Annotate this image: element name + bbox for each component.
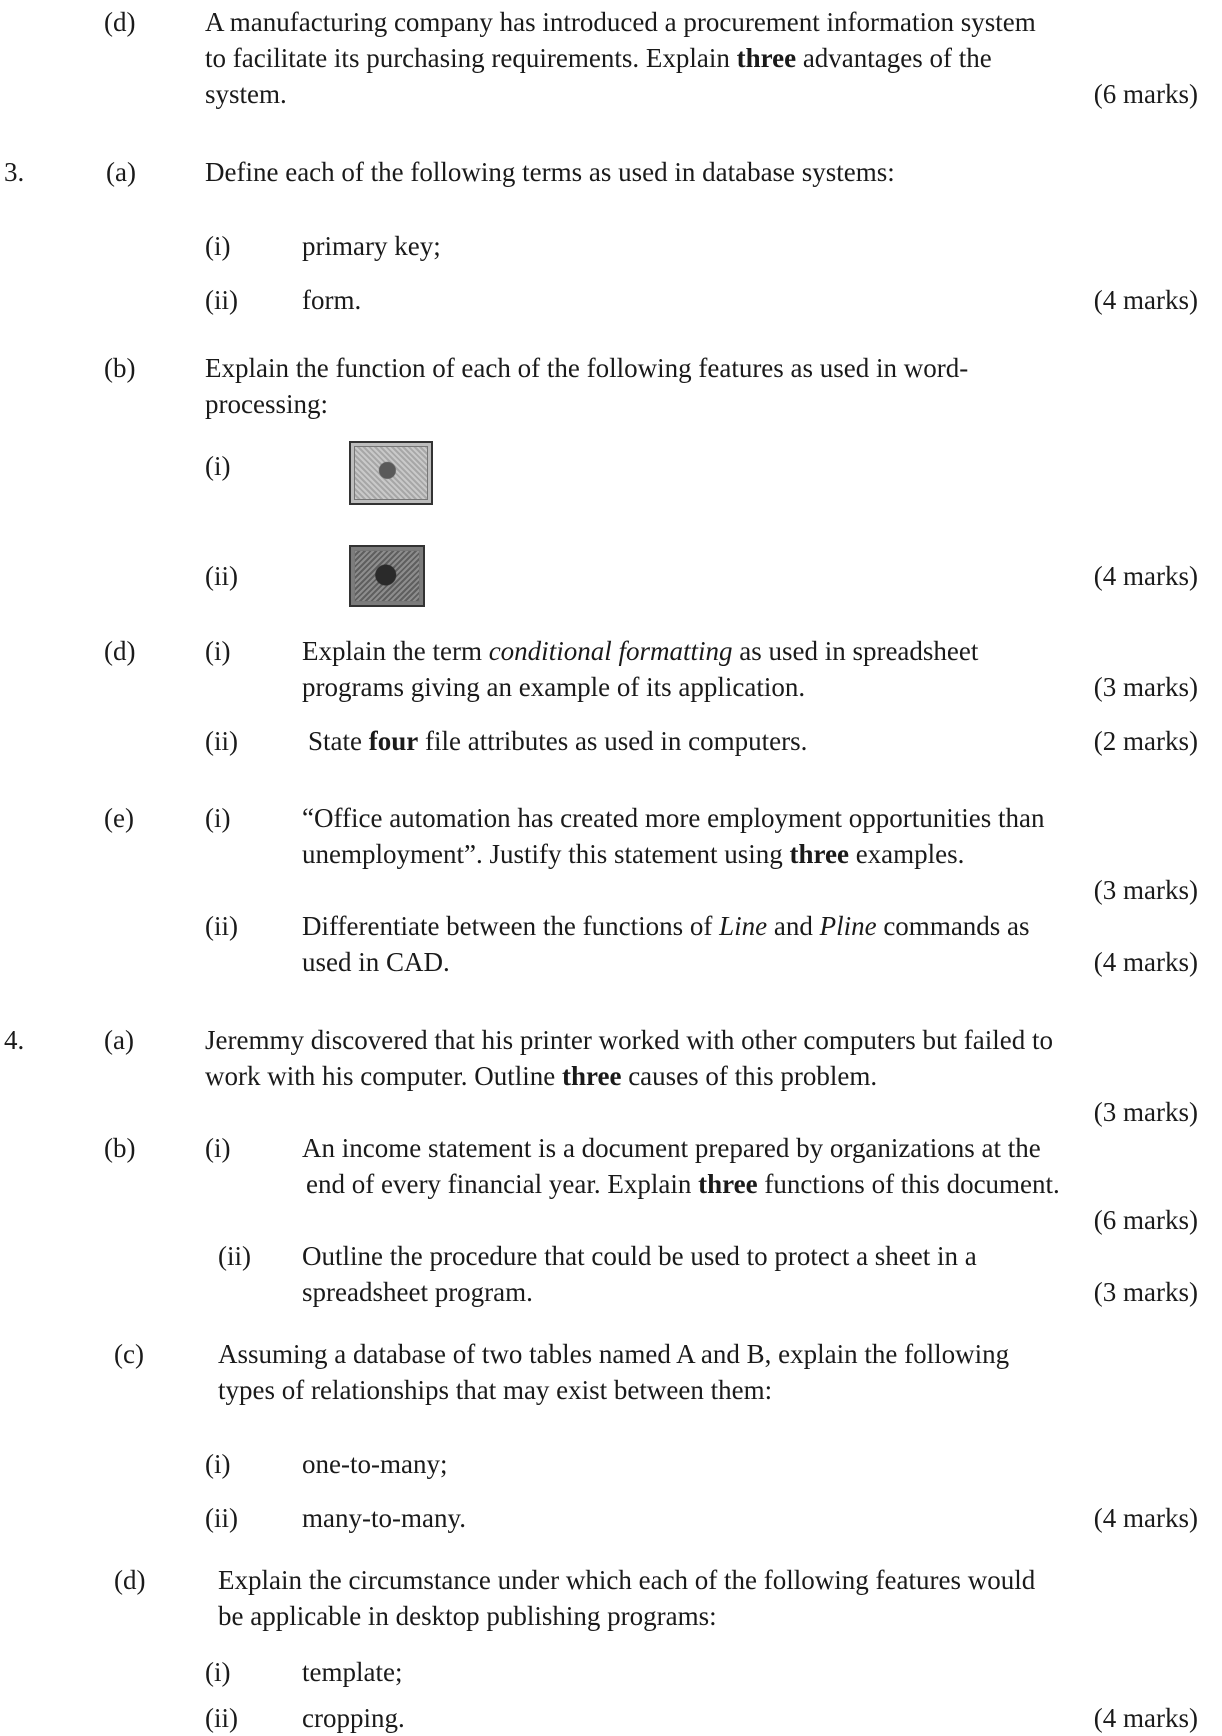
q3e-i-marks: (3 marks): [1093, 875, 1198, 905]
q4c-ii-label: (ii): [205, 1503, 238, 1533]
q3b-i-label: (i): [205, 451, 231, 481]
q3e-ii-label: (ii): [205, 911, 238, 941]
q4b-ii-line1: Outline the procedure that could be used to protect a sheet in a: [302, 1241, 977, 1271]
q4b-i-line1: An income statement is a document prepared by organizations at the: [302, 1133, 1041, 1163]
q4a-label: (a): [104, 1025, 134, 1055]
q4a-marks: (3 marks): [1093, 1097, 1198, 1127]
q4-number: 4.: [4, 1025, 25, 1055]
q2d-marks: (6 marks): [1093, 79, 1198, 109]
q3d-i-label: (i): [205, 636, 231, 666]
q3b-label: (b): [104, 353, 136, 383]
q3-number: 3.: [4, 157, 25, 187]
q4d-line1: Explain the circumstance under which each of the following features would: [218, 1565, 1036, 1595]
q4b-i-marks: (6 marks): [1093, 1205, 1198, 1235]
q3e-i-line1: “Office automation has created more employment opportunities than: [302, 803, 1045, 833]
q3a-text: Define each of the following terms as used in database systems:: [205, 157, 895, 187]
q4d-i-text: template;: [302, 1657, 403, 1687]
q4d-label: (d): [114, 1565, 146, 1595]
q3d-ii-text: State four file attributes as used in computers.: [308, 726, 808, 756]
q3a-marks: (4 marks): [1093, 285, 1198, 315]
q3d-ii-label: (ii): [205, 726, 238, 756]
q4c-ii-text: many-to-many.: [302, 1503, 466, 1533]
q3b-line2: processing:: [205, 389, 328, 419]
q3e-i-line2: unemployment”. Justify this statement using three examples.: [302, 839, 965, 869]
q3b-line1: Explain the function of each of the following features as used in word-: [205, 353, 969, 383]
q2d-line1: A manufacturing company has introduced a procurement information system: [205, 7, 1036, 37]
q4b-label: (b): [104, 1133, 136, 1163]
q3d-i-marks: (3 marks): [1093, 672, 1198, 702]
q4b-ii-line2: spreadsheet program.: [302, 1277, 533, 1307]
q4d-i-label: (i): [205, 1657, 231, 1687]
q3e-label: (e): [104, 803, 134, 833]
q3a-i-label: (i): [205, 231, 231, 261]
q3d-label: (d): [104, 636, 136, 666]
q2d-line2: to facilitate its purchasing requirements. Explain three advantages of the: [205, 43, 992, 73]
q4d-ii-label: (ii): [205, 1703, 238, 1733]
q2d-label: (d): [104, 7, 136, 37]
q3e-ii-marks: (4 marks): [1093, 947, 1198, 977]
q4d-marks: (4 marks): [1093, 1703, 1198, 1733]
q3a-ii-text: form.: [302, 285, 362, 315]
q4d-ii-text: cropping.: [302, 1703, 405, 1733]
q4b-ii-marks: (3 marks): [1093, 1277, 1198, 1307]
q3e-ii-line2: used in CAD.: [302, 947, 450, 977]
q4c-marks: (4 marks): [1093, 1503, 1198, 1533]
q4c-label: (c): [114, 1339, 144, 1369]
q3b-ii-label: (ii): [205, 561, 238, 591]
q4c-i-text: one-to-many;: [302, 1449, 448, 1479]
q3e-i-label: (i): [205, 803, 231, 833]
q4c-i-label: (i): [205, 1449, 231, 1479]
q4b-i-line2: end of every financial year. Explain three functions of this document.: [306, 1169, 1060, 1199]
q4a-line1: Jeremmy discovered that his printer worked with other computers but failed to: [205, 1025, 1054, 1055]
q3b-marks: (4 marks): [1093, 561, 1198, 591]
q3a-ii-label: (ii): [205, 285, 238, 315]
q4c-line2: types of relationships that may exist between them:: [218, 1375, 773, 1405]
q4b-i-label: (i): [205, 1133, 231, 1163]
q4d-line2: be applicable in desktop publishing programs:: [218, 1601, 717, 1631]
q3e-ii-line1: Differentiate between the functions of Line and Pline commands as: [302, 911, 1030, 941]
word-processing-feature-icon: [349, 545, 425, 607]
word-processing-feature-icon: [349, 441, 433, 505]
q3d-i-line1: Explain the term conditional formatting as used in spreadsheet: [302, 636, 979, 666]
q4a-line2: work with his computer. Outline three causes of this problem.: [205, 1061, 878, 1091]
q4b-ii-label: (ii): [218, 1241, 251, 1271]
q4c-line1: Assuming a database of two tables named A and B, explain the following: [218, 1339, 1010, 1369]
q3a-label: (a): [106, 157, 136, 187]
q2d-line3: system.: [205, 79, 287, 109]
q3d-ii-marks: (2 marks): [1093, 726, 1198, 756]
q3d-i-line2: programs giving an example of its application.: [302, 672, 806, 702]
q3a-i-text: primary key;: [302, 231, 441, 261]
